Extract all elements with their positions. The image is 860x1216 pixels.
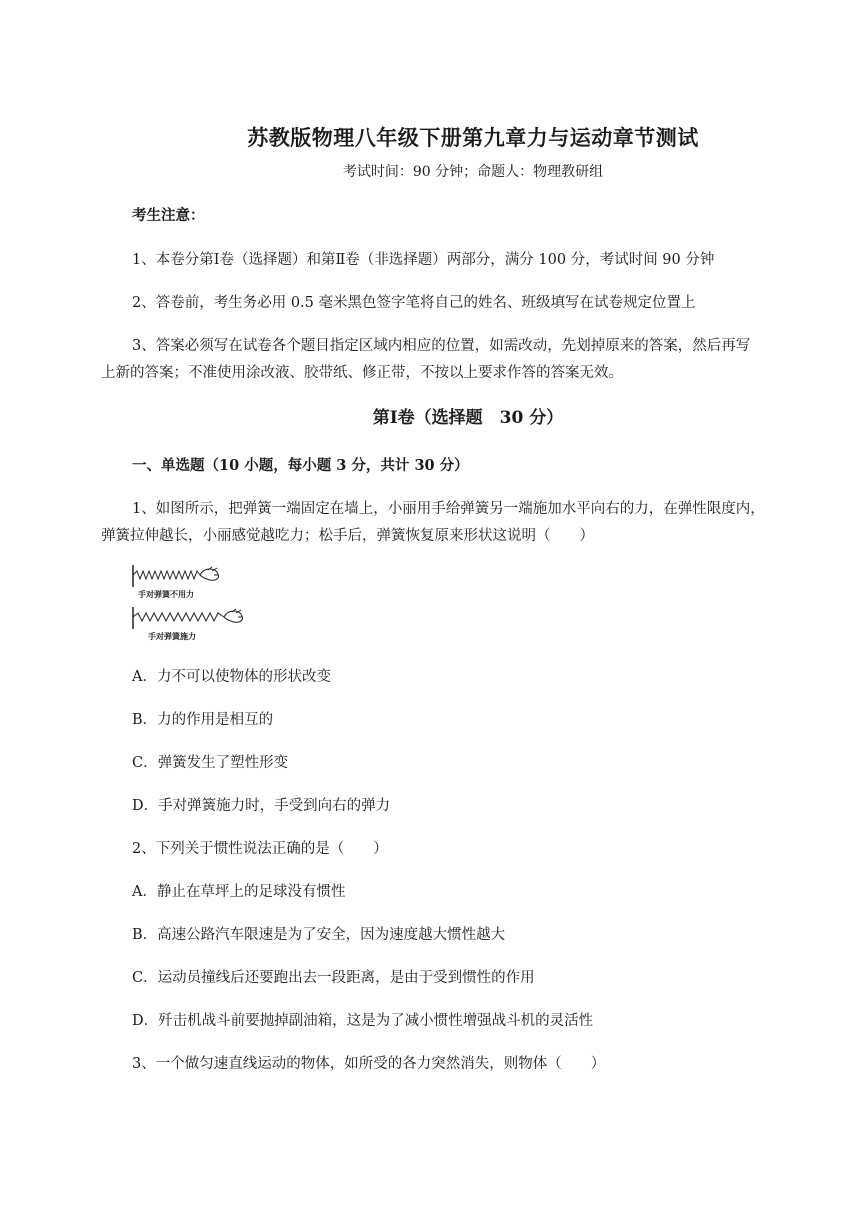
question-1-stem: 1、如图所示，把弹簧一端固定在墙上，小丽用手给弹簧另一端施加水平向右的力，在弹性限度内， [132,501,765,517]
question-2-option-b: B．高速公路汽车限速是为了安全，因为速度越大惯性越大 [132,927,506,943]
notice-item-3: 3、答案必须写在试卷各个题目指定区域内相应的位置，如需改动，先划掉原来的答案，然后再写 [132,338,751,354]
question-2-option-a: A．静止在草坪上的足球没有惯性 [132,884,346,900]
part-heading: 一、单选题（10 小题，每小题 3 分，共计 30 分） [132,457,469,474]
question-1-stem-continued: 弹簧拉伸越长，小丽感觉越吃力；松手后，弹簧恢复原来形状这说明（ ） [101,528,594,544]
page-title: 苏教版物理八年级下册第九章力与运动章节测试 [247,125,699,150]
hand-bottom [224,609,243,622]
hand-top [200,567,219,580]
exam-info: 考试时间：90 分钟；命题人：物理教研组 [342,164,604,180]
section-title: 第Ⅰ卷（选择题 30 分） [372,408,564,428]
question-2-option-c: C．运动员撞线后还要跑出去一段距离，是由于受到惯性的作用 [132,970,535,986]
spring-figure [128,563,252,643]
question-1-option-b: B．力的作用是相互的 [132,712,274,728]
spring-top [133,571,200,579]
notice-item-1: 1、本卷分第Ⅰ卷（选择题）和第Ⅱ卷（非选择题）两部分，满分 100 分，考试时间 90 分钟 [132,252,715,268]
question-1-option-d: D．手对弹簧施力时，手受到向右的弹力 [132,798,391,814]
question-1-option-c: C．弹簧发生了塑性形变 [132,755,289,771]
question-1-option-a: A．力不可以使物体的形状改变 [132,669,331,685]
spring-bottom [133,613,224,621]
caption-force: 手对弹簧施力 [148,632,196,641]
question-3-stem: 3、一个做匀速直线运动的物体，如所受的各力突然消失，则物体（ ） [132,1056,606,1072]
notice-item-3-continued: 上新的答案；不准使用涂改液、胶带纸、修正带，不按以上要求作答的答案无效。 [101,365,623,381]
caption-no-force: 手对弹簧不用力 [138,590,194,599]
question-2-option-d: D．歼击机战斗前要抛掉副油箱，这是为了减小惯性增强战斗机的灵活性 [132,1013,594,1029]
notice-item-2: 2、答卷前，考生务必用 0.5 毫米黑色签字笔将自己的姓名、班级填写在试卷规定位置上 [132,295,696,311]
notice-heading: 考生注意： [132,207,205,224]
question-2-stem: 2、下列关于惯性说法正确的是（ ） [132,841,388,857]
